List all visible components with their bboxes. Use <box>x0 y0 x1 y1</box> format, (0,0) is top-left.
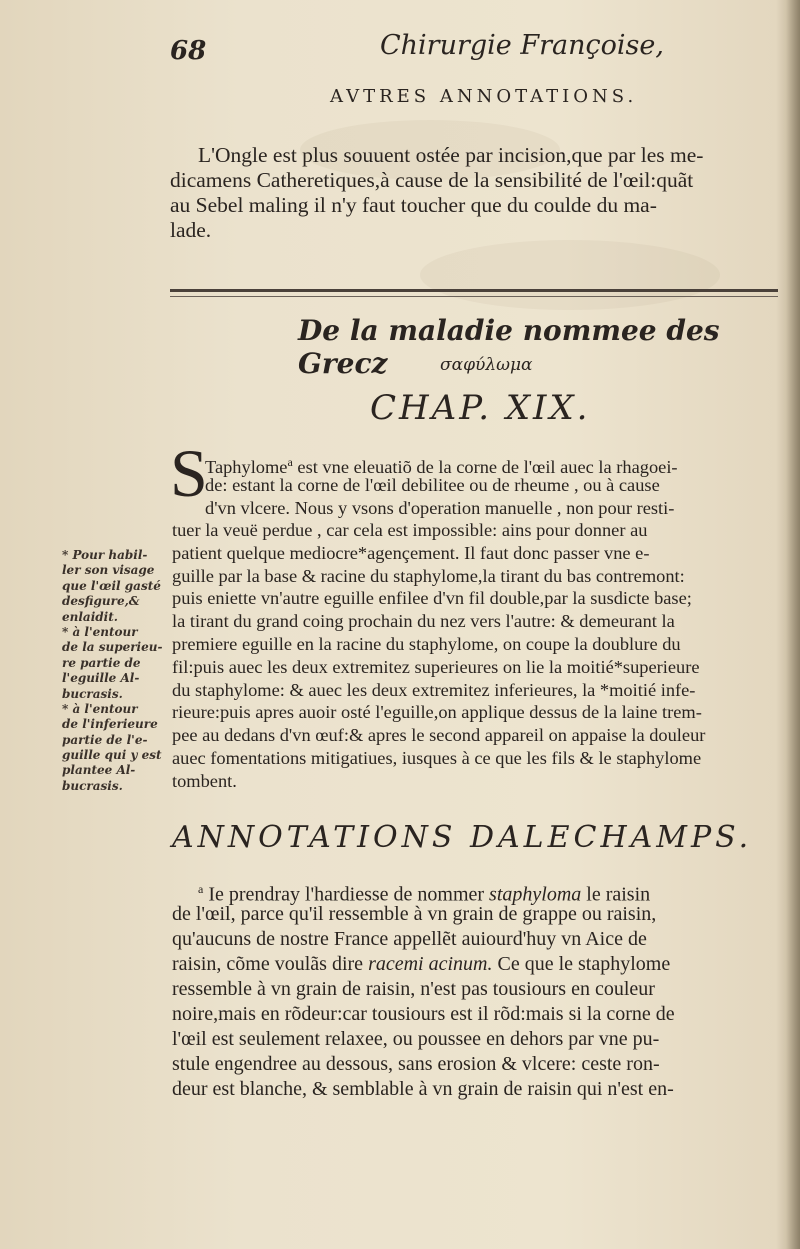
text-line: au Sebel maling il n'y faut toucher que du coulde du ma- <box>170 193 657 217</box>
margin-note-line: ler son visage <box>62 563 155 578</box>
text-line: patient quelque mediocre*agençement. Il faut donc passer vne e- <box>172 542 650 563</box>
text-line: $^a$ Ie prendray l'hardiesse de nommer staphyloma le raisin <box>198 882 651 906</box>
margin-note-line: partie de l'e- <box>62 732 148 747</box>
text-line: ressemble à vn grain de raisin, n'est pas tousiours en couleur <box>172 978 655 1000</box>
margin-note-line: re partie de <box>62 655 141 670</box>
chapter-title: De la maladie nommee des Grecz <box>298 314 720 380</box>
intro-paragraph <box>170 143 780 243</box>
text-line: tombent. <box>172 770 237 791</box>
text-line: dicamens Catheretiques,à cause de la sensibilité de l'œil:quãt <box>170 168 694 192</box>
section-title: AVTRES ANNOTATIONS. <box>330 86 638 107</box>
margin-note-line: de l'inferieure <box>62 717 158 732</box>
chapter-body <box>172 519 780 793</box>
divider-rule <box>170 296 778 297</box>
paper-stain <box>420 240 720 310</box>
text-line: noire,mais en rõdeur:car tousiours est il rõd:mais si la corne de <box>172 1003 675 1025</box>
text-line: guille par la base & racine du staphylome,la tirant du bas contremont: <box>172 565 685 586</box>
margin-note-line: enlaidit. <box>62 609 118 624</box>
text-line: auec fomentations mitigatiues, iusques à ce que les fils & le staphylome <box>172 747 702 768</box>
chapter-greek-word: σαφύλωμα <box>440 355 533 375</box>
chapter-number: CHAP. XIX. <box>370 388 591 428</box>
text-line: premiere eguille en la racine du staphylome, on coupe la doublure du <box>172 633 681 654</box>
text-line: lade. <box>170 218 212 242</box>
margin-note-line: * Pour habil- <box>62 548 148 562</box>
page-edge-shadow <box>786 0 800 1249</box>
running-title: Chirurgie Françoise, <box>380 30 664 61</box>
text-line: l'œil est seulement relaxee, ou poussee en dehors par vne pu- <box>172 1028 660 1050</box>
annotation-body <box>172 902 778 1102</box>
margin-note-line: bucrasis. <box>62 686 123 701</box>
text-line: deur est blanche, & semblable à vn grain de raisin qui n'est en- <box>172 1078 674 1100</box>
margin-notes <box>62 548 167 794</box>
text-line: L'Ongle est plus souuent ostée par incision,que par les me- <box>198 143 704 167</box>
margin-note-line: de la superieu- <box>62 640 163 655</box>
margin-note-line: que l'œil gasté <box>62 578 161 593</box>
chapter-body-opening <box>205 451 780 519</box>
text-line: d'vn vlcere. Nous y vsons d'operation manuelle , non pour resti- <box>205 497 675 518</box>
text-line: stule engendree au dessous, sans erosion & vlcere: ceste ron- <box>172 1053 660 1075</box>
annotation-first-line <box>178 877 778 906</box>
text-line: fil:puis auec les deux extremitez superieures on lie la moitié*superieure <box>172 656 700 677</box>
text-line: du staphylome: & auec les deux extremitez inferieures, la *moitié infe- <box>172 679 696 700</box>
margin-note-line: l'eguille Al- <box>62 671 140 686</box>
page-number: 68 <box>170 36 207 66</box>
text-line: rieure:puis apres auoir osté l'eguille,on applique dessus de la laine trem- <box>172 702 702 723</box>
margin-note-line: * à l'entour <box>62 624 138 639</box>
text-line: Taphylome$^a$ est vne eleuatiõ de la corne de l'œil auec la rhagoei- <box>205 455 678 478</box>
margin-note-line: desfigure,& <box>62 594 140 609</box>
text-line: tuer la veuë perdue , car cela est impossible: ains pour donner au <box>172 520 648 540</box>
text-line: de: estant la corne de l'œil debilitee ou de rheume , ou à cause <box>205 474 660 495</box>
text-line: puis eniette vn'autre eguille enfilee d'vn fil double,par la susdicte base; <box>172 588 692 609</box>
text-line: qu'aucuns de nostre France appellẽt auiourd'huy vn Aice de <box>172 928 647 950</box>
divider-rule <box>170 289 778 292</box>
annotations-title: ANNOTATIONS DALECHAMPS. <box>172 820 753 855</box>
drop-cap: S <box>170 435 208 511</box>
margin-note-line: bucrasis. <box>62 778 123 793</box>
margin-note-line: plantee Al- <box>62 763 136 778</box>
text-line: pee au dedans d'vn œuf:& apres le second appareil on appaise la douleur <box>172 725 706 746</box>
margin-note-line: guille qui y est <box>62 748 162 763</box>
text-line: de l'œil, parce qu'il ressemble à vn grain de grappe ou raisin, <box>172 903 657 925</box>
margin-note-line: * à l'entour <box>62 701 138 716</box>
text-line: la tirant du grand coing prochain du nez vers l'autre: & demeurant la <box>172 611 675 632</box>
text-line: raisin, cõme voulãs dire racemi acinum. Ce que le staphylome <box>172 953 671 975</box>
